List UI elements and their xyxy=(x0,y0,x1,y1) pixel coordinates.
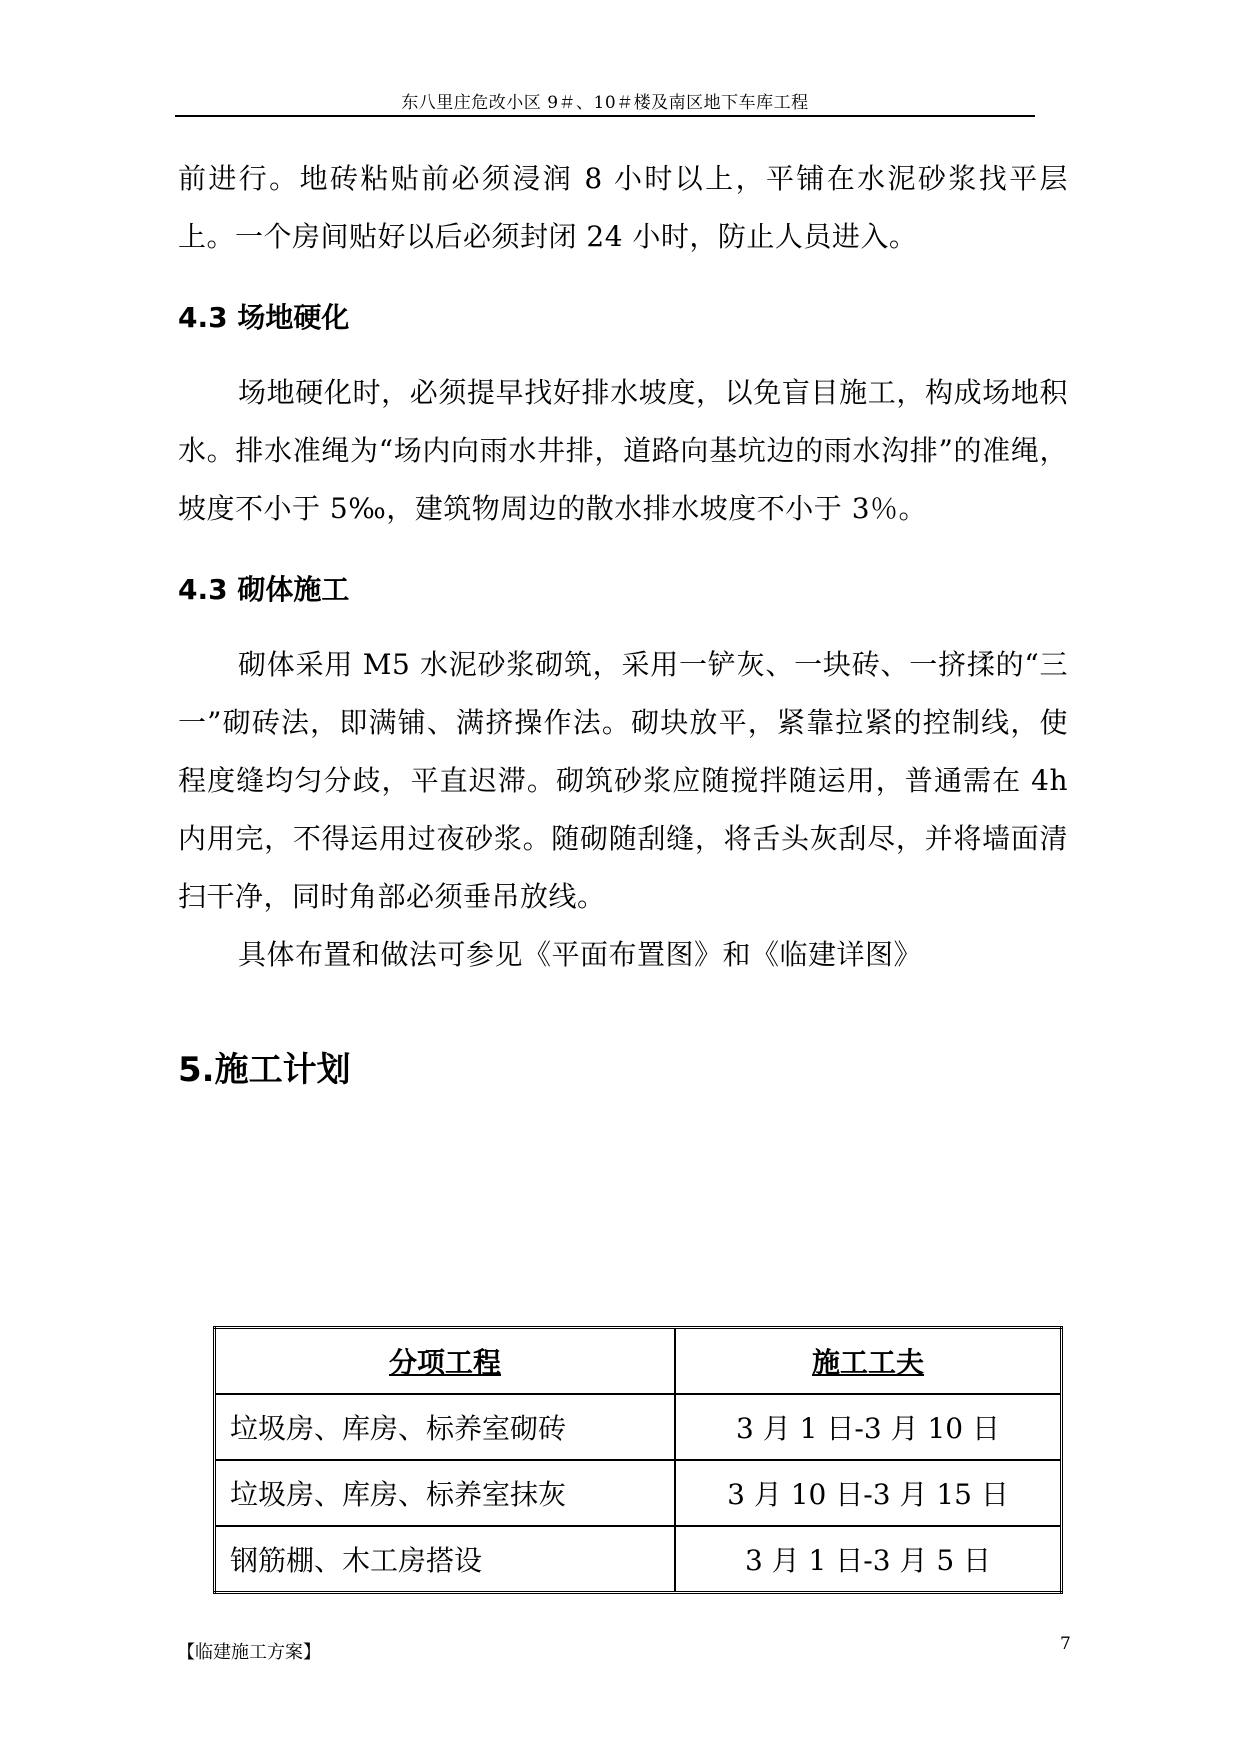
table-cell-item: 垃圾房、库房、标养室抹灰 xyxy=(215,1460,676,1526)
table-cell-duration: 3 月 1 日-3 月 10 日 xyxy=(675,1394,1062,1460)
running-header: 东八里庄危改小区 9＃、10＃楼及南区地下车库工程 xyxy=(401,93,809,113)
column-header-duration: 施工工夫 xyxy=(675,1328,1062,1395)
heading-masonry: 4.3 砌体施工 xyxy=(178,573,350,606)
paragraph-reference: 具体布置和做法可参见《平面布置图》和《临建详图》 xyxy=(238,938,923,971)
heading-site-hardening: 4.3 场地硬化 xyxy=(178,301,350,334)
header-rule xyxy=(175,115,1035,117)
table-row xyxy=(215,1460,1062,1526)
table-cell-duration: 3 月 10 日-3 月 15 日 xyxy=(675,1460,1062,1526)
table-row xyxy=(215,1526,1062,1593)
page-body xyxy=(178,150,1068,1091)
heading-construction-plan: 5.施工计划 xyxy=(178,1050,351,1090)
paragraph-continued: 前进行。地砖粘贴前必须浸润 8 小时以上，平铺在水泥砂浆找平层上。一个房间贴好以后必须封闭 24 小时，防止人员进入。 xyxy=(178,162,1068,253)
page-number: 7 xyxy=(1060,1634,1071,1654)
footer-document-title: 【临建施工方案】 xyxy=(177,1642,321,1663)
table-cell-item: 垃圾房、库房、标养室砌砖 xyxy=(215,1394,676,1460)
table-cell-duration: 3 月 1 日-3 月 5 日 xyxy=(675,1526,1062,1593)
paragraph-site-hardening: 场地硬化时，必须提早找好排水坡度，以免盲目施工，构成场地积水。排水准绳为“场内向雨水井排，道路向基坑边的雨水沟排”的准绳，坡度不小于 5‰，建筑物周边的散水排水坡度不小于 3％。 xyxy=(178,376,1068,525)
paragraph-masonry: 砌体采用 M5 水泥砂浆砌筑，采用一铲灰、一块砖、一挤揉的“三一”砌砖法，即满铺、满挤操作法。砌块放平，紧靠拉紧的控制线，使程度缝均匀分歧，平直迟滞。砌筑砂浆应随搅拌随运用，普通需在 4h 内用完，不得运用过夜砂浆。随砌随刮缝，将舌头灰刮尽，并将墙面清扫干净，同时角部必须垂吊放线。 xyxy=(178,648,1068,913)
table-row xyxy=(215,1394,1062,1460)
table-cell-item: 钢筋棚、木工房搭设 xyxy=(215,1526,676,1593)
table-header-row xyxy=(215,1328,1062,1395)
column-header-item: 分项工程 xyxy=(215,1328,676,1395)
construction-plan-table xyxy=(213,1326,1063,1594)
